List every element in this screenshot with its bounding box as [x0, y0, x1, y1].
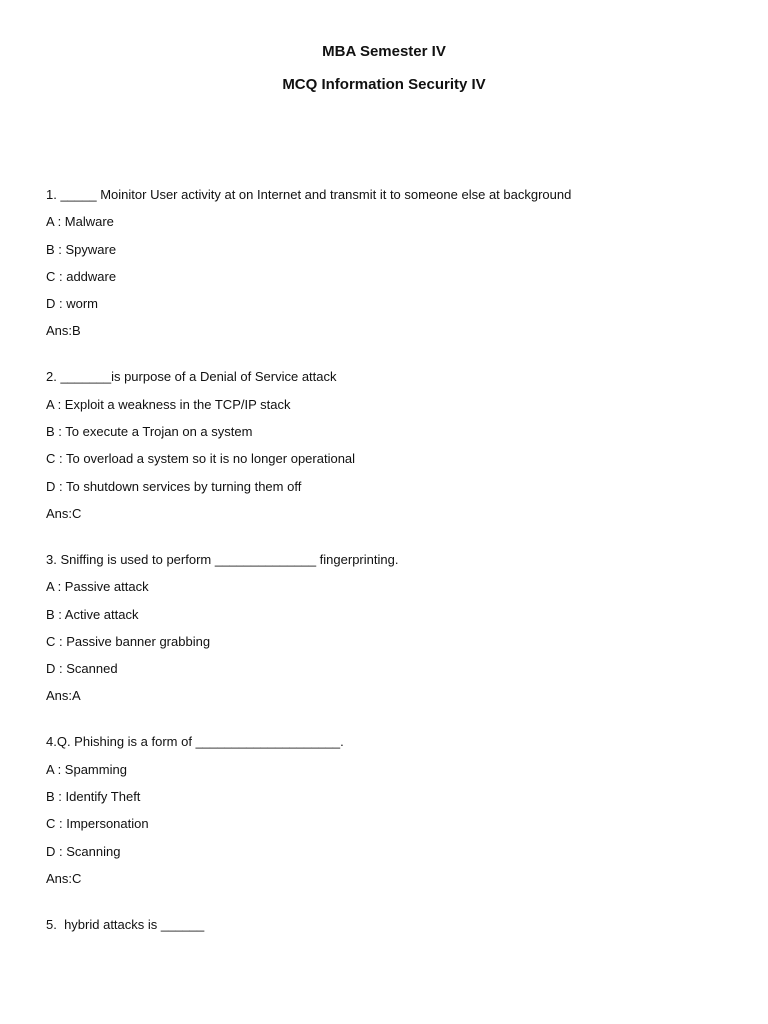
answer: Ans:C [46, 870, 82, 886]
option-b: B : Active attack [46, 606, 139, 622]
question-text: 5. hybrid attacks is ______ [46, 916, 205, 932]
question-2 [46, 367, 726, 522]
option-b: B : Spyware [46, 241, 117, 257]
option-c: C : Passive banner grabbing [46, 633, 211, 649]
option-c: C : Impersonation [46, 816, 149, 832]
question-5 [46, 915, 726, 934]
document-subtitle: MCQ Information Security IV [282, 76, 486, 93]
option-a: A : Malware [46, 214, 114, 230]
question-1 [46, 185, 726, 340]
option-c: C : addware [46, 268, 117, 284]
question-list [46, 185, 726, 961]
option-d: D : Scanning [46, 843, 121, 859]
option-a: A : Passive attack [46, 579, 149, 595]
document-header [0, 42, 768, 94]
option-c: C : To overload a system so it is no longer operational [46, 451, 356, 467]
question-text: 4.Q. Phishing is a form of ____________________. [46, 734, 344, 750]
option-a: A : Spamming [46, 761, 127, 777]
question-text: 2. _______is purpose of a Denial of Service attack [46, 369, 337, 385]
answer: Ans:B [46, 323, 81, 339]
question-text: 1. _____ Moinitor User activity at on Internet and transmit it to someone else at background [46, 187, 572, 202]
option-a: A : Exploit a weakness in the TCP/IP stack [46, 396, 291, 412]
option-b: B : Identify Theft [46, 789, 141, 805]
option-d: D : worm [46, 296, 98, 312]
document-title: MBA Semester IV [322, 43, 446, 60]
question-text: 3. Sniffing is used to perform ______________ fingerprinting. [46, 551, 399, 567]
question-3 [46, 550, 726, 705]
option-d: D : Scanned [46, 661, 118, 677]
answer: Ans:A [46, 688, 81, 704]
answer: Ans:C [46, 505, 82, 521]
option-d: D : To shutdown services by turning them off [46, 478, 302, 494]
option-b: B : To execute a Trojan on a system [46, 424, 253, 440]
question-4 [46, 732, 726, 887]
